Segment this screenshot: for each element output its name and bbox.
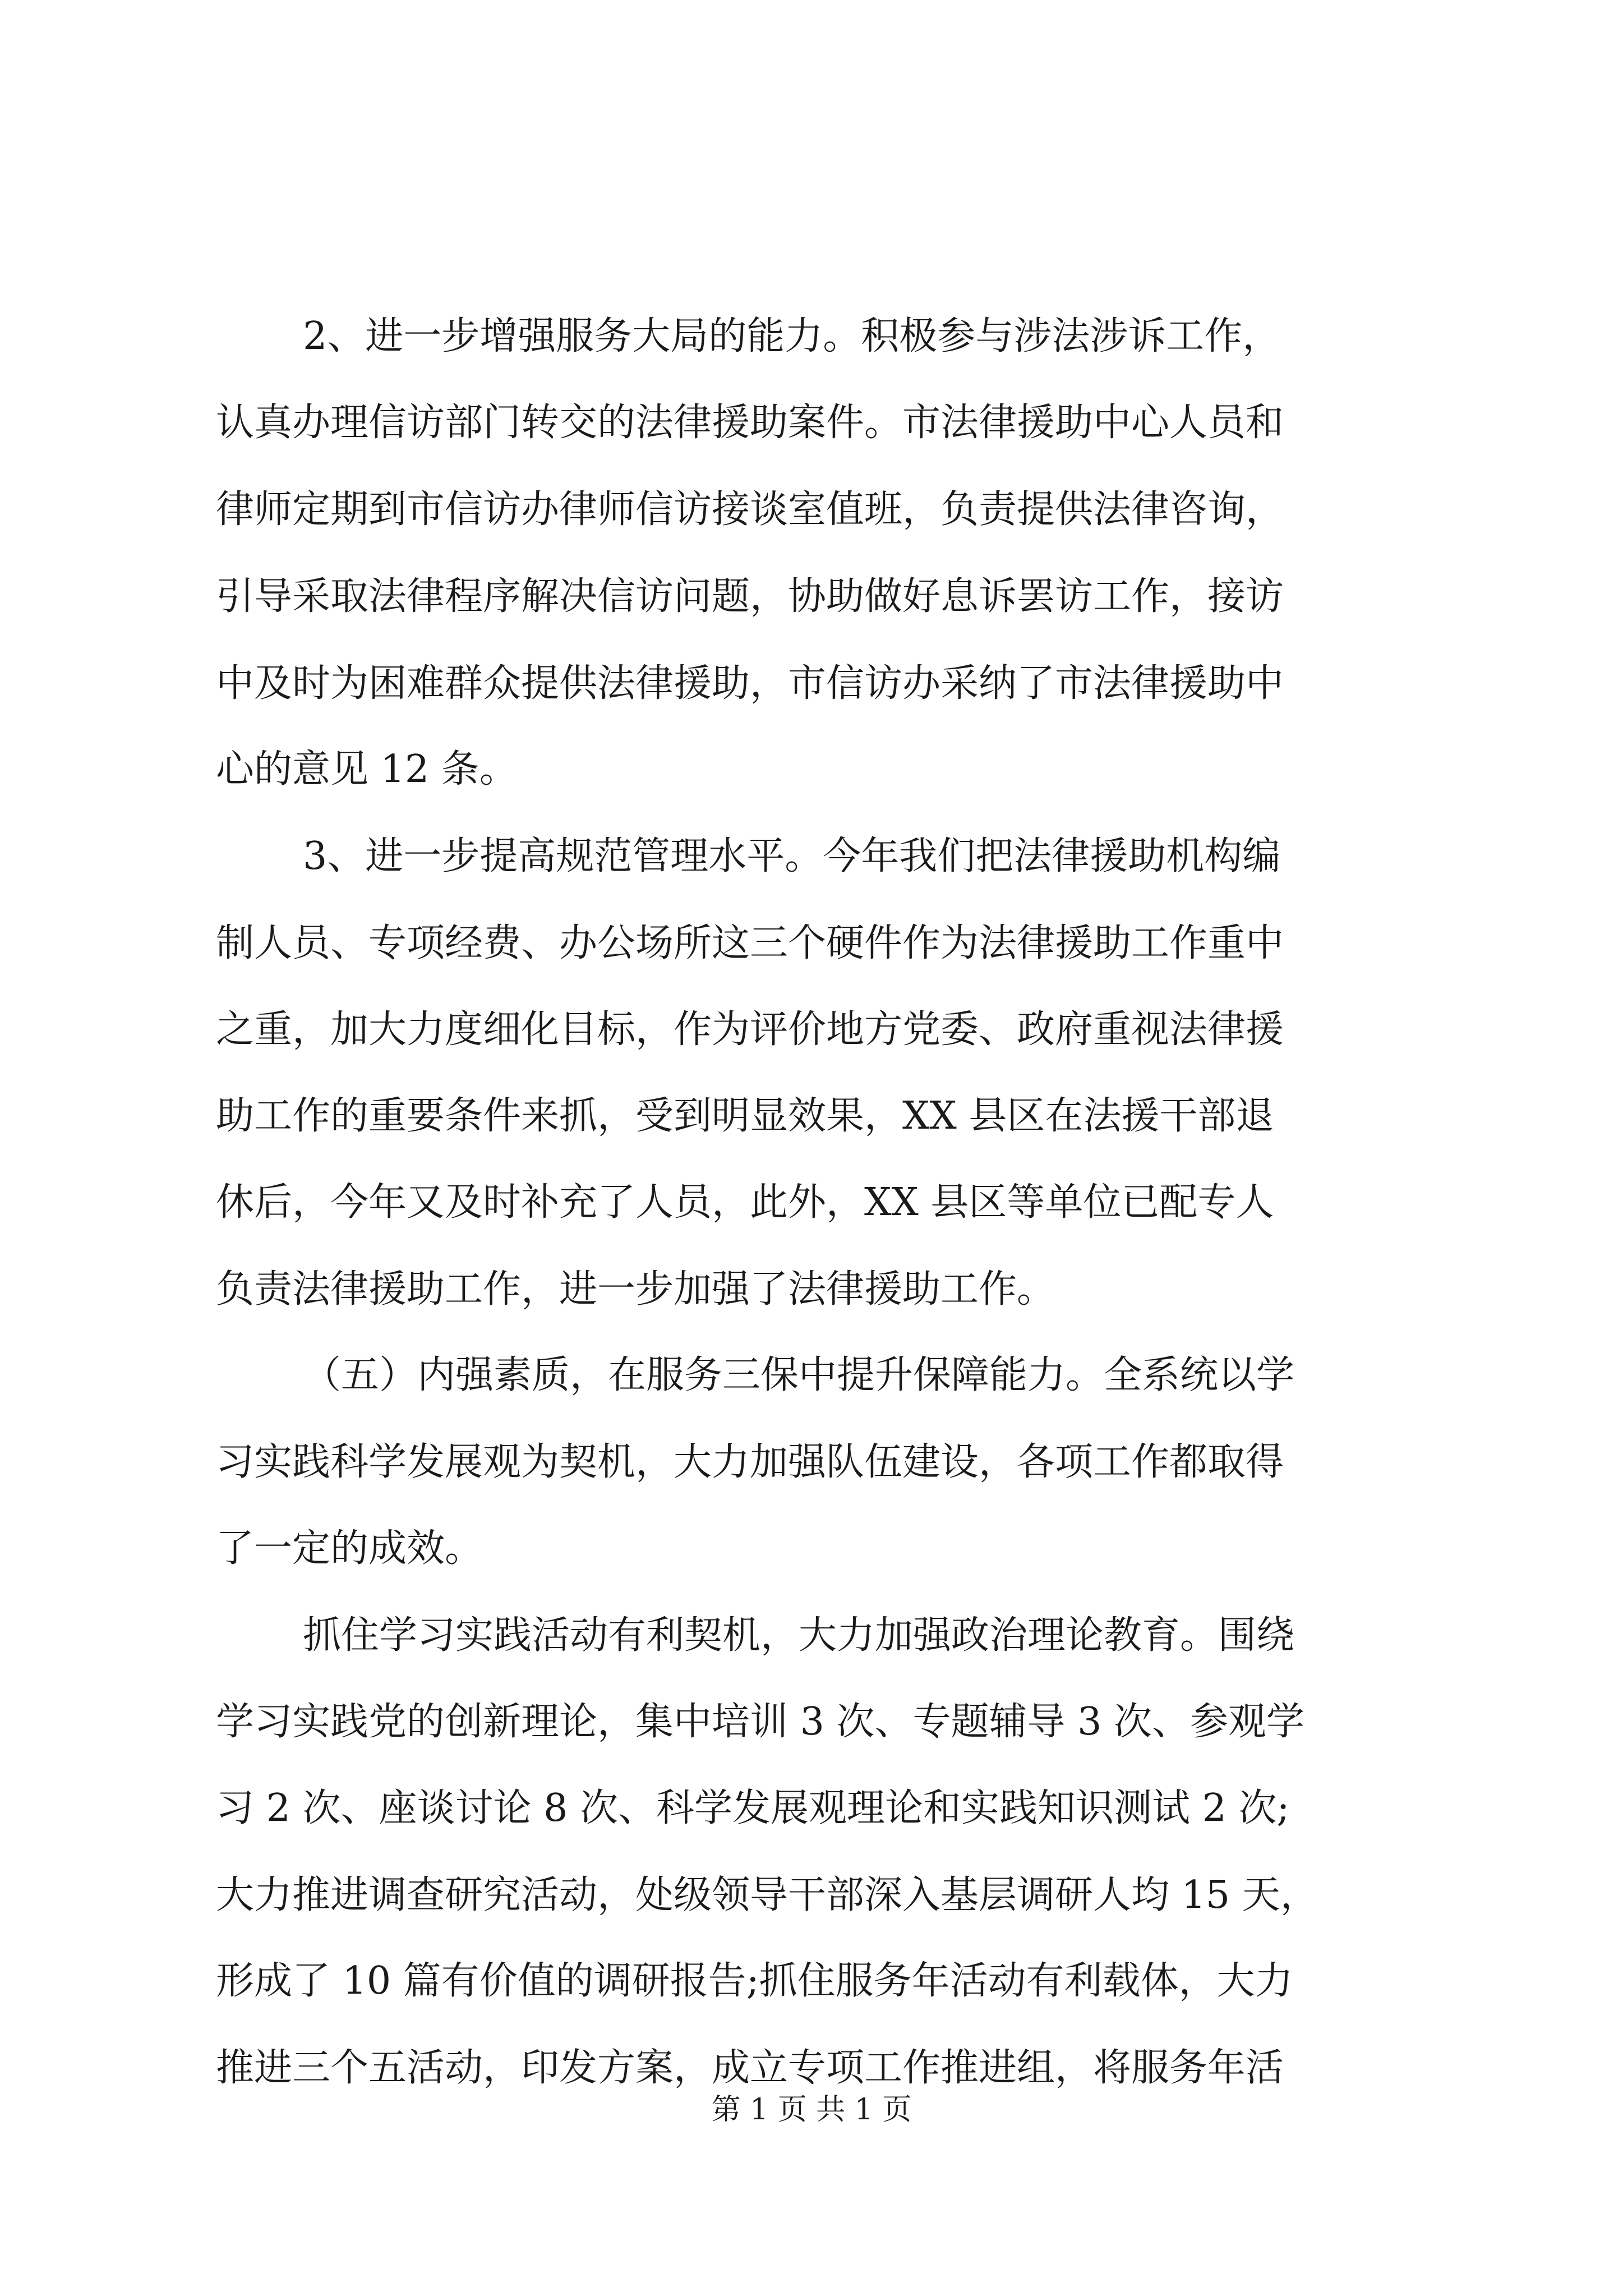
text-line: 心的意见 12 条。 [216, 747, 518, 792]
text-line: 休后，今年又及时补充了人员，此外，XX 县区等单位已配专人 [216, 1180, 1274, 1225]
text-line: 了一定的成效。 [216, 1526, 483, 1571]
text-line: 推进三个五活动，印发方案，成立专项工作推进组，将服务年活 [216, 2046, 1284, 2090]
text-line: 大力推进调查研究活动，处级领导干部深入基层调研人均 15 天， [216, 1873, 1318, 1917]
text-line: 学习实践党的创新理论，集中培训 3 次、专题辅导 3 次、参观学 [216, 1700, 1304, 1744]
text-line: 习实践科学发展观为契机，大力加强队伍建设，各项工作都取得 [216, 1440, 1284, 1484]
text-line: 形成了 10 篇有价值的调研报告;抓住服务年活动有利载体，大力 [216, 1959, 1293, 2003]
text-line: 之重，加大力度细化目标，作为评价地方党委、政府重视法律援 [216, 1007, 1284, 1052]
text-line: 助工作的重要条件来抓，受到明显效果，XX 县区在法援干部退 [216, 1094, 1274, 1138]
text-line: 中及时为困难群众提供法律援助，市信访办采纳了市法律援助中 [216, 661, 1284, 706]
text-line: 2、进一步增强服务大局的能力。积极参与涉法涉诉工作， [303, 314, 1281, 358]
text-line: 引导采取法律程序解决信访问题，协助做好息诉罢访工作，接访 [216, 574, 1284, 619]
page-footer: 第 1 页 共 1 页 [711, 2093, 912, 2127]
text-line: 制人员、专项经费、办公场所这三个硬件作为法律援助工作重中 [216, 921, 1284, 965]
text-line: 习 2 次、座谈讨论 8 次、科学发展观理论和实践知识测试 2 次; [216, 1786, 1290, 1830]
text-line: 负责法律援助工作，进一步加强了法律援助工作。 [216, 1267, 1055, 1312]
text-line: 认真办理信访部门转交的法律援助案件。市法律援助中心人员和 [216, 401, 1284, 445]
text-line: 3、进一步提高规范管理水平。今年我们把法律援助机构编 [303, 834, 1281, 878]
text-line: 律师定期到市信访办律师信访接谈室值班，负责提供法律咨询， [216, 487, 1284, 532]
text-line: 抓住学习实践活动有利契机，大力加强政治理论教育。围绕 [303, 1613, 1295, 1658]
text-line: （五）内强素质，在服务三保中提升保障能力。全系统以学 [303, 1353, 1295, 1397]
